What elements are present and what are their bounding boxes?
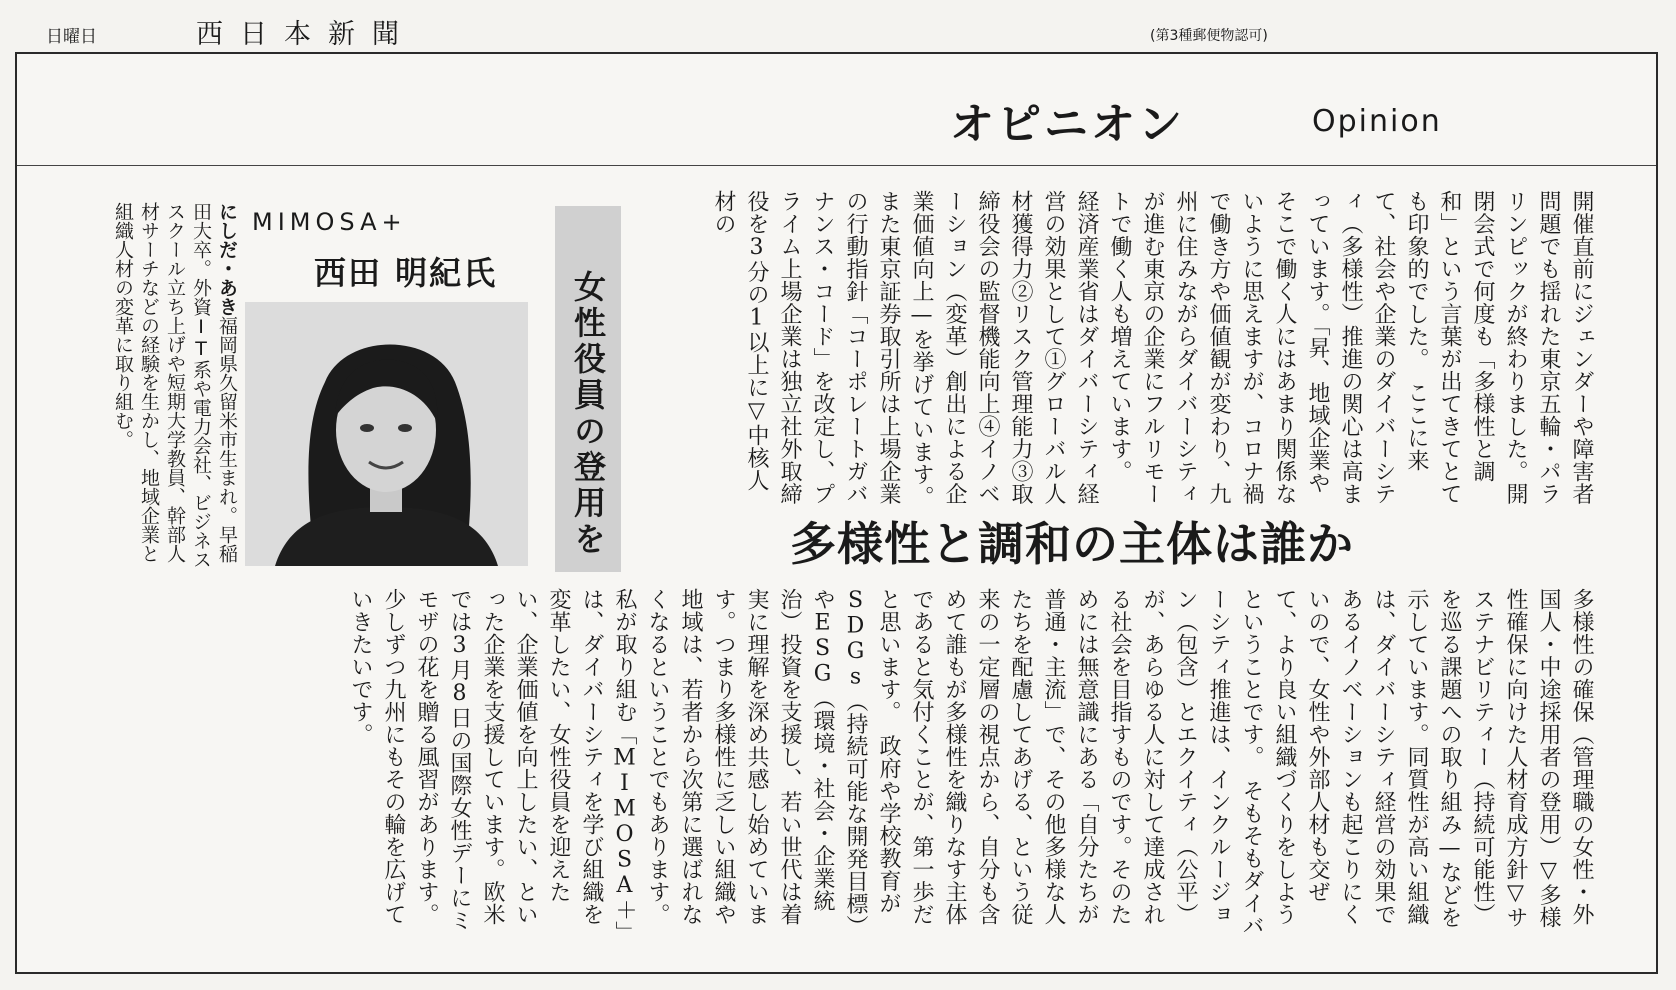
masthead-day: 日曜日 — [46, 27, 97, 47]
author-photo — [245, 302, 528, 566]
headline: 多様性と調和の主体は誰か — [790, 517, 1354, 571]
article-body-upper: 開催直前にジェンダーや障害者問題でも揺れた東京五輪・パラリンピックが終わりました。開閉会式で何度も「多様性と調和」という言葉が出てきてとても印象的でした。 ここに来て、社会や企業のダイバーシティ（多様性）推進の関心は高まっています。「昇、地域企業やそこで働く人にはあまり関係ないように思えますが、コロナ禍で働き方や価値観が変わり、九州に住みながらダイバーシティが進む東京の企業にフルリモートで働く人も増えています。 経済産業省はダイバーシティ経営の効果として①グローバル人材獲得力②リスク管理能力③取締役会の監督機能向上④イノベーション（変革）創出による企業価値向上—を挙げています。また東京証券取引所は上場企業の行動指針「コーポレートガバナンス・コード」を改定し、プライム上場企業は独立社外取締役を3分の1以上に▽中核人材の — [711, 190, 1594, 508]
author-org: MIMOSA+ — [252, 208, 407, 236]
author-name: 西田 明紀氏 — [314, 254, 498, 292]
section-title-ja: オピニオン — [950, 99, 1185, 150]
author-bio — [70, 202, 240, 570]
article-body-lower: 多様性の確保（管理職の女性・外国人・中途採用者の登用）▽多様性確保に向けた人材育成方針▽サステナビリティー（持続可能性）を巡る課題への取り組み—などを示しています。同質性が高い組織は、ダイバーシティ経営の効果であるイノベーションも起こりにくいので、女性や外部人材も交ぜて、より良い組織づくりをしようということです。 そもそもダイバーシティ推進は、インクルージョン（包含）とエクイティ（公平）が、あらゆる人に対して達成される社会を目指すものです。そのためには無意識にある「自分たちが普通・主流」で、その他多様な人たちを配慮してあげる、という従来の一定層の視点から、自分も含めて誰もが多様性を織りなす主体であると気付くことが、第一歩だと思います。 政府や学校教育がSDGs（持続可能な開発目標）やESG（環境・社会・企業統治）投資を支援し、若い世代は着実に理解を深め共感し始めています。つまり多様性に乏しい組織や地域は、若者から次第に選ばれなくなるということでもあります。 私が取り組む「MIMOSA＋」は、ダイバーシティを学び組織を変革したい、女性役員を迎えたい、企業価値を向上したい、といった企業を支援しています。欧米では3月8日の国際女性デーにミモザの花を贈る風習があります。少しずつ九州にもその輪を広げていきたいです。 — [348, 588, 1594, 938]
bio-name: にしだ・あき — [216, 202, 238, 316]
bio-text: 福岡県久留米市生まれ。早稲田大卒。外資IT系や電力会社、ビジネススクール立ち上げや短期大学教員、幹部人材サーチなどの経験を生かし、地域企業と組織人材の変革に取り組む。 — [112, 202, 238, 569]
masthead-paper-name: 西日本新聞 — [196, 19, 416, 50]
masthead-postal-note: (第3種郵便物認可) — [1150, 28, 1268, 44]
section-divider — [17, 165, 1656, 166]
portrait-illustration — [245, 302, 528, 566]
section-title-en: Opinion — [1312, 104, 1442, 139]
subheadline: 女性役員の登用を — [569, 270, 607, 558]
